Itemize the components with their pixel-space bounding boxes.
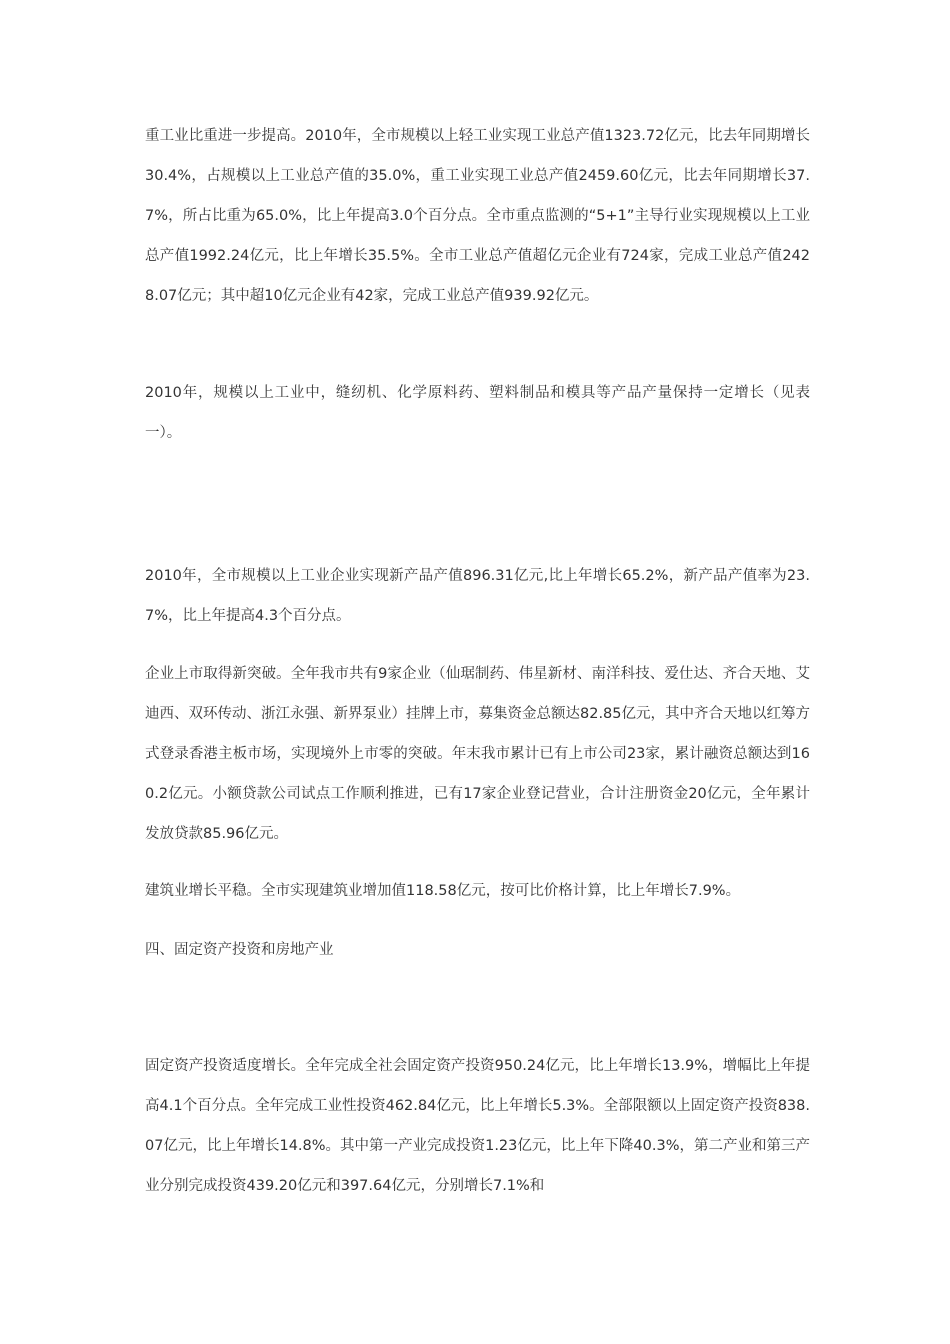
paragraph-new-products: 2010年，全市规模以上工业企业实现新产品产值896.31亿元,比上年增长65.2%，新产品产值率为23.7%，比上年提高4.3个百分点。: [145, 568, 810, 624]
paragraph-heavy-industry: 重工业比重进一步提高。2010年，全市规模以上轻工业实现工业总产值1323.72亿元，比去年同期增长30.4%，占规模以上工业总产值的35.0%，重工业实现工业总产值2459.60亿元，比去年同期增长37.7%，所占比重为65.0%，比上年提高3.0个百分点。全市重点监测的“5+1”主导行业实现规模以上工业总产值1992.24亿元，比上年增长35.5%。全市工业总产值超亿元企业有724家，完成工业总产值2428.07亿元；其中超10亿元企业有42家，完成工业总产值939.92亿元。: [145, 128, 810, 304]
paragraph-construction: 建筑业增长平稳。全市实现建筑业增加值118.58亿元，按可比价格计算，比上年增长7.9%。: [145, 883, 741, 899]
paragraph-product-output: 2010年，规模以上工业中，缝纫机、化学原料药、塑料制品和模具等产品产量保持一定增长（见表一）。: [145, 385, 810, 441]
section-heading-investment: 四、固定资产投资和房地产业: [145, 942, 334, 958]
paragraph-fixed-investment: 固定资产投资适度增长。全年完成全社会固定资产投资950.24亿元，比上年增长13.9%，增幅比上年提高4.1个百分点。全年完成工业性投资462.84亿元，比上年增长5.3%。全部限额以上固定资产投资838.07亿元，比上年增长14.8%。其中第一产业完成投资1.23亿元，比上年下降40.3%，第二产业和第三产业分别完成投资439.20亿元和397.64亿元，分别增长7.1%和: [145, 1058, 810, 1194]
paragraph-listings: 企业上市取得新突破。全年我市共有9家企业（仙琚制药、伟星新材、南洋科技、爱仕达、齐合天地、艾迪西、双环传动、浙江永强、新界泵业）挂牌上市，募集资金总额达82.85亿元，其中齐合天地以红筹方式登录香港主板市场，实现境外上市零的突破。年末我市累计已有上市公司23家，累计融资总额达到160.2亿元。小额贷款公司试点工作顺利推进，已有17家企业登记营业，合计注册资金20亿元，全年累计发放贷款85.96亿元。: [145, 666, 811, 842]
